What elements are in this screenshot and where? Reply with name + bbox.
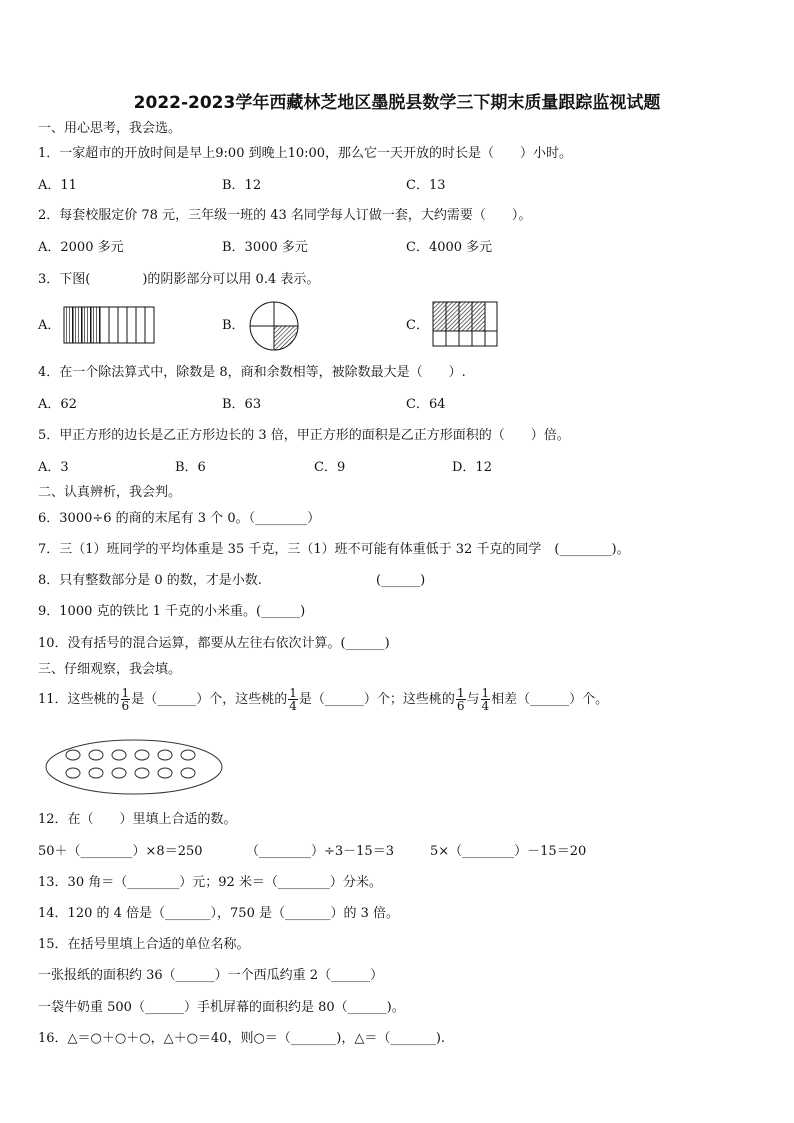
q3-option-c: C． bbox=[406, 318, 429, 333]
fraction-1-4-b: $\frac{1}{4}$ bbox=[481, 686, 490, 713]
q3-figure-b bbox=[248, 300, 300, 352]
question-9: 9．1000 克的铁比 1 千克的小米重。(______) bbox=[38, 604, 306, 619]
q12-equation-3: 5×（________）－15＝20 bbox=[430, 844, 587, 859]
q11-part2: 是（______）个，这些桃的 bbox=[131, 692, 288, 707]
fraction-1-4: $\frac{1}{4}$ bbox=[289, 686, 297, 713]
question-15: 15．在括号里填上合适的单位名称。 bbox=[38, 937, 250, 952]
question-14: 14．120 的 4 倍是（_______），750 是（_______）的 3 倍。 bbox=[38, 906, 400, 921]
q4-option-b: B．63 bbox=[222, 397, 262, 412]
q2-option-c: C．4000 多元 bbox=[406, 240, 493, 255]
question-4: 4．在一个除法算式中，除数是 8，商和余数相等，被除数最大是（ ）. bbox=[38, 365, 466, 380]
question-12: 12．在（ ）里填上合适的数。 bbox=[38, 812, 237, 827]
q2-option-a: A．2000 多元 bbox=[38, 240, 124, 255]
page-title: 2022-2023学年西藏林芝地区墨脱县数学三下期末质量跟踪监视试题 bbox=[133, 93, 661, 113]
q11-part5: 相差（______）个。 bbox=[491, 692, 609, 707]
q1-option-b: B．12 bbox=[222, 178, 262, 193]
question-6: 6．3000÷6 的商的末尾有 3 个 0。（________） bbox=[38, 511, 321, 526]
question-16: 16．△＝○＋○＋○，△＋○＝40，则○＝（_______)，△＝（_______). bbox=[38, 1031, 446, 1046]
q3-figure-c bbox=[432, 301, 498, 347]
q12-equation-1: 50＋（________）×8＝250 bbox=[38, 844, 203, 859]
section-3-heading: 三、仔细观察，我会填。 bbox=[38, 662, 182, 677]
q3-option-a: A． bbox=[38, 318, 61, 333]
peaches-oval-figure bbox=[44, 738, 224, 796]
q5-option-d: D．12 bbox=[452, 460, 492, 475]
q12-equation-2: （________）÷3－15＝3 bbox=[246, 844, 394, 859]
question-8: 8．只有整数部分是 0 的数，才是小数. bbox=[38, 573, 262, 588]
q2-option-b: B．3000 多元 bbox=[222, 240, 308, 255]
question-3: 3．下图( )的阴影部分可以用 0.4 表示。 bbox=[38, 272, 320, 287]
question-5: 5．甲正方形的边长是乙正方形边长的 3 倍，甲正方形的面积是乙正方形面积的（ ）倍。 bbox=[38, 428, 570, 443]
q11-part1: 11．这些桃的 bbox=[38, 692, 120, 707]
q1-option-c: C．13 bbox=[406, 178, 446, 193]
q5-option-c: C．9 bbox=[314, 460, 346, 475]
fraction-1-6-b: $\frac{1}{6}$ bbox=[456, 686, 465, 713]
section-1-heading: 一、用心思考，我会选。 bbox=[38, 121, 182, 136]
q4-option-c: C．64 bbox=[406, 397, 446, 412]
q3-figure-a bbox=[63, 306, 155, 344]
q15-line-2: 一袋牛奶重 500（______）手机屏幕的面积约是 80（______)。 bbox=[38, 1000, 405, 1015]
q11-part4: 与 bbox=[466, 692, 480, 707]
q3-option-b: B． bbox=[222, 318, 245, 333]
q4-option-a: A．62 bbox=[38, 397, 77, 412]
question-13: 13．30 角＝（________）元；92 米＝（________）分米。 bbox=[38, 875, 382, 890]
section-2-heading: 二、认真辨析，我会判。 bbox=[38, 485, 182, 500]
q5-option-a: A．3 bbox=[38, 460, 69, 475]
q11-part3: 是（______）个；这些桃的 bbox=[298, 692, 455, 707]
q1-option-a: A．11 bbox=[38, 178, 77, 193]
question-2: 2．每套校服定价 78 元，三年级一班的 43 名同学每人订做一套，大约需要（ ）。 bbox=[38, 208, 532, 223]
q5-option-b: B．6 bbox=[175, 460, 206, 475]
q8-answer-blank[interactable]: (______) bbox=[376, 573, 426, 588]
question-7: 7．三（1）班同学的平均体重是 35 千克，三（1）班不可能有体重低于 32 千克的同学 (________)。 bbox=[38, 542, 630, 557]
question-11 bbox=[38, 686, 608, 714]
question-1: 1．一家超市的开放时间是早上9:00 到晚上10:00，那么它一天开放的时长是（ ）小时。 bbox=[38, 146, 573, 161]
fraction-1-6: $\frac{1}{6}$ bbox=[121, 686, 130, 713]
q15-line-1: 一张报纸的面积约 36（______）一个西瓜约重 2（______） bbox=[38, 968, 384, 983]
question-10: 10．没有括号的混合运算，都要从左往右依次计算。(______) bbox=[38, 636, 390, 651]
